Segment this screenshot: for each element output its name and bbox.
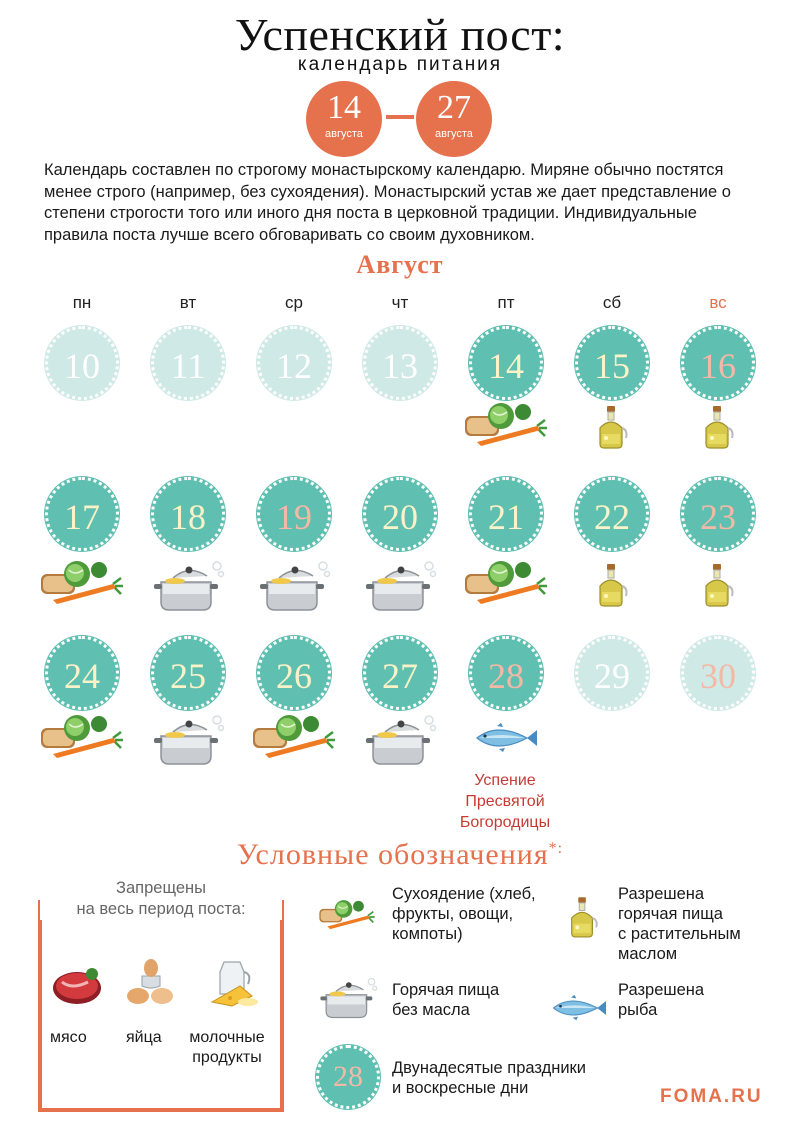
oil-legend-line1: Разрешена xyxy=(618,885,705,903)
calendar-day: 27 xyxy=(363,636,437,710)
legend-asterisk: *: xyxy=(548,840,564,857)
feast-label-line2: Пресвятой xyxy=(465,793,545,810)
fish-legend-line1: Разрешена xyxy=(618,981,705,999)
oil-legend-label xyxy=(618,884,741,964)
feast-label xyxy=(455,770,555,833)
calendar-day: 26 xyxy=(257,636,331,710)
legend-title xyxy=(0,838,800,872)
calendar-day: 22 xyxy=(575,477,649,551)
dry-food-legend-line2: фрукты, овощи, xyxy=(392,905,514,923)
feast-legend-line1: Двунадесятые праздники xyxy=(392,1059,586,1077)
forbidden-caption-line1: Запрещены xyxy=(116,879,206,897)
dry-food-icon xyxy=(39,714,125,760)
eggs-icon xyxy=(124,958,180,1012)
end-date-badge xyxy=(416,81,492,157)
calendar-day: 30 xyxy=(681,636,755,710)
brand-logo[interactable]: FOMA.RU xyxy=(660,1086,763,1107)
hot-food-legend-line1: Горячая пища xyxy=(392,981,500,999)
calendar-day: 28 xyxy=(469,636,543,710)
oil-legend-line2: горячая пища xyxy=(618,905,723,923)
calendar-day: 17 xyxy=(45,477,119,551)
calendar-day: 18 xyxy=(151,477,225,551)
meat-icon xyxy=(50,962,110,1012)
weekday-sun: вс xyxy=(709,293,727,312)
dry-food-icon xyxy=(463,402,549,448)
dry-food-legend-line1: Сухоядение (хлеб, xyxy=(392,885,536,903)
feast-label-line3: Богородицы xyxy=(459,814,551,831)
weekday-thu: чт xyxy=(391,293,409,312)
legend-title-text: Условные обозначения xyxy=(236,838,549,871)
dairy-label-line2: продукты xyxy=(192,1049,262,1066)
hot-food-pot-icon xyxy=(363,714,437,766)
feast-legend-label xyxy=(392,1058,586,1098)
oil-bottle-icon xyxy=(594,404,630,452)
dairy-icon xyxy=(204,958,264,1012)
month-title: Август xyxy=(356,250,444,279)
dry-food-icon xyxy=(39,560,125,606)
start-day: 14 xyxy=(327,89,361,126)
calendar-day: 13 xyxy=(363,326,437,400)
dairy-label xyxy=(184,1028,270,1068)
forbidden-caption xyxy=(40,878,282,920)
calendar-day: 20 xyxy=(363,477,437,551)
page-subtitle: календарь питания xyxy=(297,54,503,75)
oil-bottle-icon xyxy=(700,562,736,610)
dairy-label-line1: молочные xyxy=(189,1029,265,1046)
fish-legend-label xyxy=(618,980,704,1020)
fish-icon xyxy=(471,722,539,754)
meat-label: мясо xyxy=(50,1029,87,1046)
dry-food-legend-label xyxy=(392,884,536,944)
fish-legend-line2: рыба xyxy=(618,1001,658,1019)
eggs-label: яйца xyxy=(126,1029,162,1046)
oil-bottle-icon xyxy=(594,562,630,610)
intro-text: Календарь составлен по строгому монастырскому календарю. Миряне обычно постятся менее строго (например, без сухоядения). Монастырский устав же дает представление о степени строгости того или иного дня поста в церковной традиции. Индивидуальные правила поста лучше всего обговаривать со своим духовником. xyxy=(44,161,731,244)
calendar-day: 19 xyxy=(257,477,331,551)
fish-legend-icon xyxy=(548,994,608,1022)
calendar-day: 15 xyxy=(575,326,649,400)
dry-food-icon xyxy=(463,560,549,606)
dry-food-legend-icon xyxy=(318,892,376,938)
calendar-day: 29 xyxy=(575,636,649,710)
oil-legend-icon xyxy=(566,894,600,942)
hot-food-legend-icon xyxy=(318,972,378,1024)
calendar-day: 10 xyxy=(45,326,119,400)
dry-food-icon xyxy=(251,714,337,760)
calendar-day: 16 xyxy=(681,326,755,400)
feast-legend-day: 28 xyxy=(316,1045,380,1109)
weekday-fri: пт xyxy=(497,293,515,312)
calendar-day: 25 xyxy=(151,636,225,710)
feast-label-line1: Успение xyxy=(474,772,536,789)
dry-food-legend-line3: компоты) xyxy=(392,925,463,943)
feast-legend-line2: и воскресные дни xyxy=(392,1079,529,1097)
weekday-wed: ср xyxy=(285,293,303,312)
end-month: августа xyxy=(435,128,473,140)
hot-food-pot-icon xyxy=(151,560,225,612)
hot-food-legend-label xyxy=(392,980,499,1020)
start-date-badge xyxy=(306,81,382,157)
oil-legend-line4: маслом xyxy=(618,945,678,963)
calendar-day: 11 xyxy=(151,326,225,400)
oil-bottle-icon xyxy=(700,404,736,452)
hot-food-pot-icon xyxy=(363,560,437,612)
calendar-day: 24 xyxy=(45,636,119,710)
start-month: августа xyxy=(325,128,363,140)
forbidden-caption-line2: на весь период поста: xyxy=(76,900,246,918)
weekday-mon: пн xyxy=(72,293,92,312)
calendar-day: 14 xyxy=(469,326,543,400)
oil-legend-line3: с растительным xyxy=(618,925,741,943)
hot-food-pot-icon xyxy=(257,560,331,612)
page-title: Успенский пост: xyxy=(234,9,566,60)
weekday-tue: вт xyxy=(179,293,197,312)
hot-food-pot-icon xyxy=(151,714,225,766)
date-range-dash xyxy=(386,115,414,119)
hot-food-legend-line2: без масла xyxy=(392,1001,470,1019)
calendar-day: 12 xyxy=(257,326,331,400)
end-day: 27 xyxy=(437,89,471,126)
calendar-day: 21 xyxy=(469,477,543,551)
calendar-day: 23 xyxy=(681,477,755,551)
weekday-sat: сб xyxy=(602,293,622,312)
